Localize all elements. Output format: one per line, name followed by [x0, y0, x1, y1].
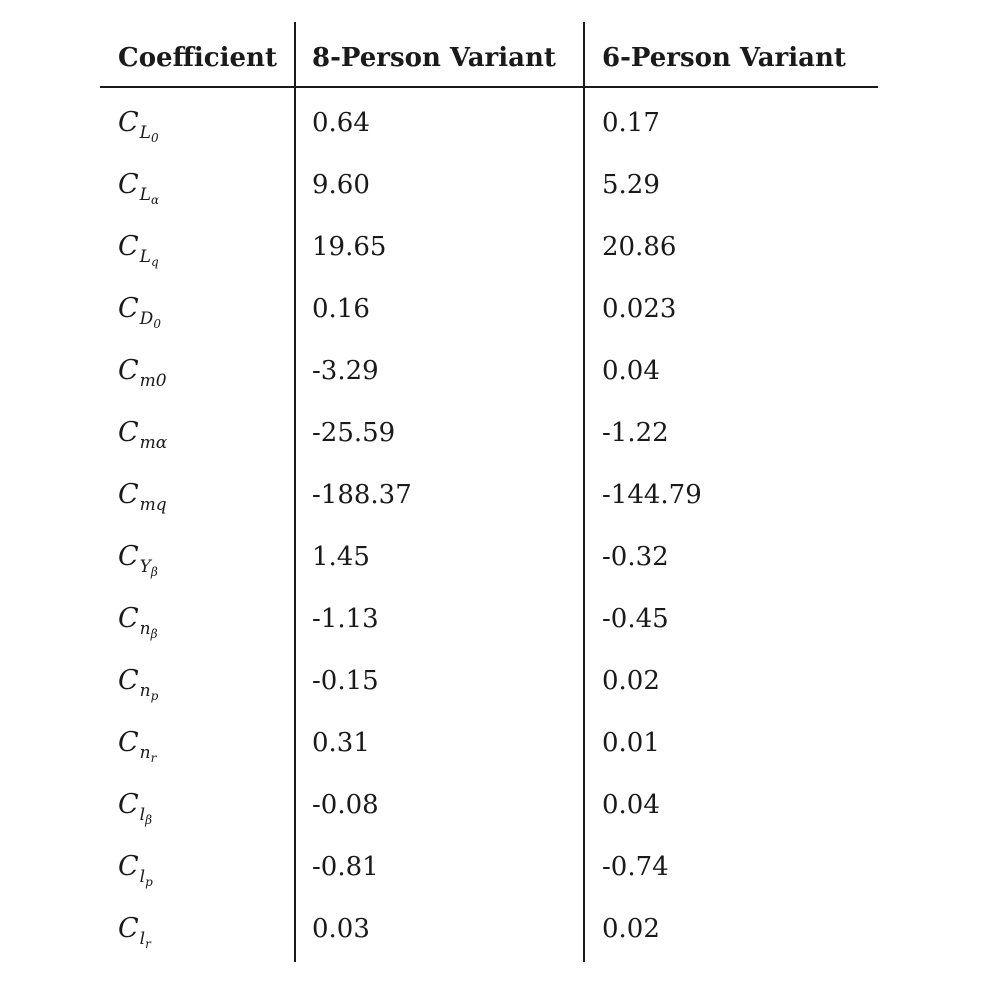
coefficient-symbol: [118, 417, 168, 453]
coefficient-symbol: [118, 479, 167, 515]
coefficient-cell: [118, 712, 156, 774]
coefficient-base: C: [118, 231, 139, 262]
coefficient-subsubscript: 0: [150, 131, 159, 145]
coefficient-cell: [118, 464, 167, 526]
coefficient-symbol: [118, 727, 157, 765]
coefficient-subscript: lβ: [139, 805, 153, 827]
coefficient-subscript: Lα: [139, 185, 160, 207]
coefficient-cell: [118, 588, 158, 650]
value-8-person: -1.13: [312, 604, 379, 634]
coefficient-subsubscript: p: [145, 875, 153, 889]
value-6-person: 0.04: [602, 790, 660, 820]
table-row: [100, 154, 878, 216]
coefficient-base: C: [118, 727, 139, 758]
value-8-person: -0.08: [312, 790, 379, 820]
coefficient-symbol: [118, 789, 153, 827]
coefficient-base: C: [118, 355, 139, 386]
value-6-person: 5.29: [602, 170, 660, 200]
coefficient-table: [100, 22, 878, 962]
value-6-person: -0.74: [602, 852, 669, 882]
value-6-person: -1.22: [602, 418, 669, 448]
coefficient-base: C: [118, 665, 139, 696]
table-row: [100, 278, 878, 340]
header-coefficient: Coefficient: [118, 43, 277, 73]
value-8-person: 0.31: [312, 728, 370, 758]
value-8-person: -188.37: [312, 480, 412, 510]
table-row: [100, 216, 878, 278]
header-6-person-variant: 6-Person Variant: [602, 43, 846, 73]
table-row: [100, 340, 878, 402]
coefficient-cell: [118, 154, 159, 216]
table-row: [100, 712, 878, 774]
coefficient-base: C: [118, 479, 139, 510]
table-row: [100, 588, 878, 650]
value-6-person: -144.79: [602, 480, 702, 510]
value-8-person: 0.03: [312, 914, 370, 944]
coefficient-subsubscript: α: [150, 193, 160, 207]
coefficient-base: C: [118, 293, 139, 324]
value-6-person: 0.023: [602, 294, 677, 324]
coefficient-base: C: [118, 107, 139, 138]
coefficient-cell: [118, 402, 167, 464]
coefficient-base: C: [118, 789, 139, 820]
coefficient-base: C: [118, 913, 139, 944]
coefficient-subscript: L0: [139, 123, 159, 145]
table-row: [100, 650, 878, 712]
coefficient-cell: [118, 340, 167, 402]
value-6-person: 0.02: [602, 666, 660, 696]
table-row: [100, 774, 878, 836]
coefficient-cell: [118, 836, 153, 898]
coefficient-subsubscript: p: [150, 689, 159, 703]
coefficient-subsubscript: β: [150, 627, 158, 641]
coefficient-symbol: [118, 665, 159, 703]
value-8-person: 19.65: [312, 232, 387, 262]
coefficient-symbol: [118, 851, 153, 889]
coefficient-symbol: [118, 293, 161, 331]
value-8-person: 0.64: [312, 108, 370, 138]
coefficient-base: C: [118, 417, 139, 448]
coefficient-subscript: Lq: [139, 247, 159, 269]
value-6-person: 0.17: [602, 108, 660, 138]
coefficient-symbol: [118, 541, 158, 579]
coefficient-symbol: [118, 355, 167, 391]
coefficient-symbol: [118, 231, 159, 269]
coefficient-subsubscript: β: [145, 813, 153, 827]
table-row: [100, 464, 878, 526]
coefficient-subsubscript: 0: [153, 317, 161, 331]
value-8-person: -0.81: [312, 852, 379, 882]
header-8-person-variant: 8-Person Variant: [312, 43, 556, 73]
coefficient-cell: [118, 774, 152, 836]
coefficient-base: C: [118, 541, 139, 572]
coefficient-subscript: Yβ: [139, 557, 158, 579]
coefficient-subsubscript: β: [150, 565, 158, 579]
value-8-person: -0.15: [312, 666, 379, 696]
coefficient-subscript: D0: [139, 309, 161, 331]
coefficient-subscript: nr: [139, 743, 157, 765]
coefficient-symbol: [118, 169, 160, 207]
coefficient-base: C: [118, 603, 139, 634]
value-8-person: 1.45: [312, 542, 370, 572]
coefficient-subscript: nβ: [139, 619, 158, 641]
coefficient-subsubscript: r: [150, 751, 157, 765]
coefficient-subsubscript: q: [150, 255, 159, 269]
coefficient-cell: [118, 526, 158, 588]
coefficient-symbol: [118, 913, 151, 951]
coefficient-subscript: mα: [139, 433, 168, 453]
coefficient-cell: [118, 216, 159, 278]
coefficient-base: C: [118, 851, 139, 882]
value-6-person: 0.02: [602, 914, 660, 944]
value-6-person: 20.86: [602, 232, 677, 262]
coefficient-cell: [118, 650, 158, 712]
value-8-person: -25.59: [312, 418, 396, 448]
coefficient-symbol: [118, 107, 159, 145]
header-rule: [100, 86, 878, 88]
coefficient-subscript: lr: [139, 929, 151, 951]
value-8-person: 0.16: [312, 294, 370, 324]
value-6-person: -0.32: [602, 542, 669, 572]
coefficient-subscript: m0: [139, 371, 167, 391]
coefficient-cell: [118, 898, 151, 960]
value-6-person: 0.01: [602, 728, 660, 758]
table-row: [100, 92, 878, 154]
coefficient-subscript: lp: [139, 867, 153, 889]
table-row: [100, 526, 878, 588]
value-8-person: -3.29: [312, 356, 379, 386]
table-body: [100, 92, 878, 960]
coefficient-cell: [118, 92, 159, 154]
value-6-person: -0.45: [602, 604, 669, 634]
coefficient-symbol: [118, 603, 158, 641]
coefficient-subscript: np: [139, 681, 159, 703]
table-row: [100, 898, 878, 960]
value-8-person: 9.60: [312, 170, 370, 200]
coefficient-subscript: mq: [139, 495, 167, 515]
coefficient-base: C: [118, 169, 139, 200]
table-row: [100, 836, 878, 898]
table-row: [100, 402, 878, 464]
coefficient-cell: [118, 278, 161, 340]
coefficient-subsubscript: r: [145, 937, 151, 951]
value-6-person: 0.04: [602, 356, 660, 386]
